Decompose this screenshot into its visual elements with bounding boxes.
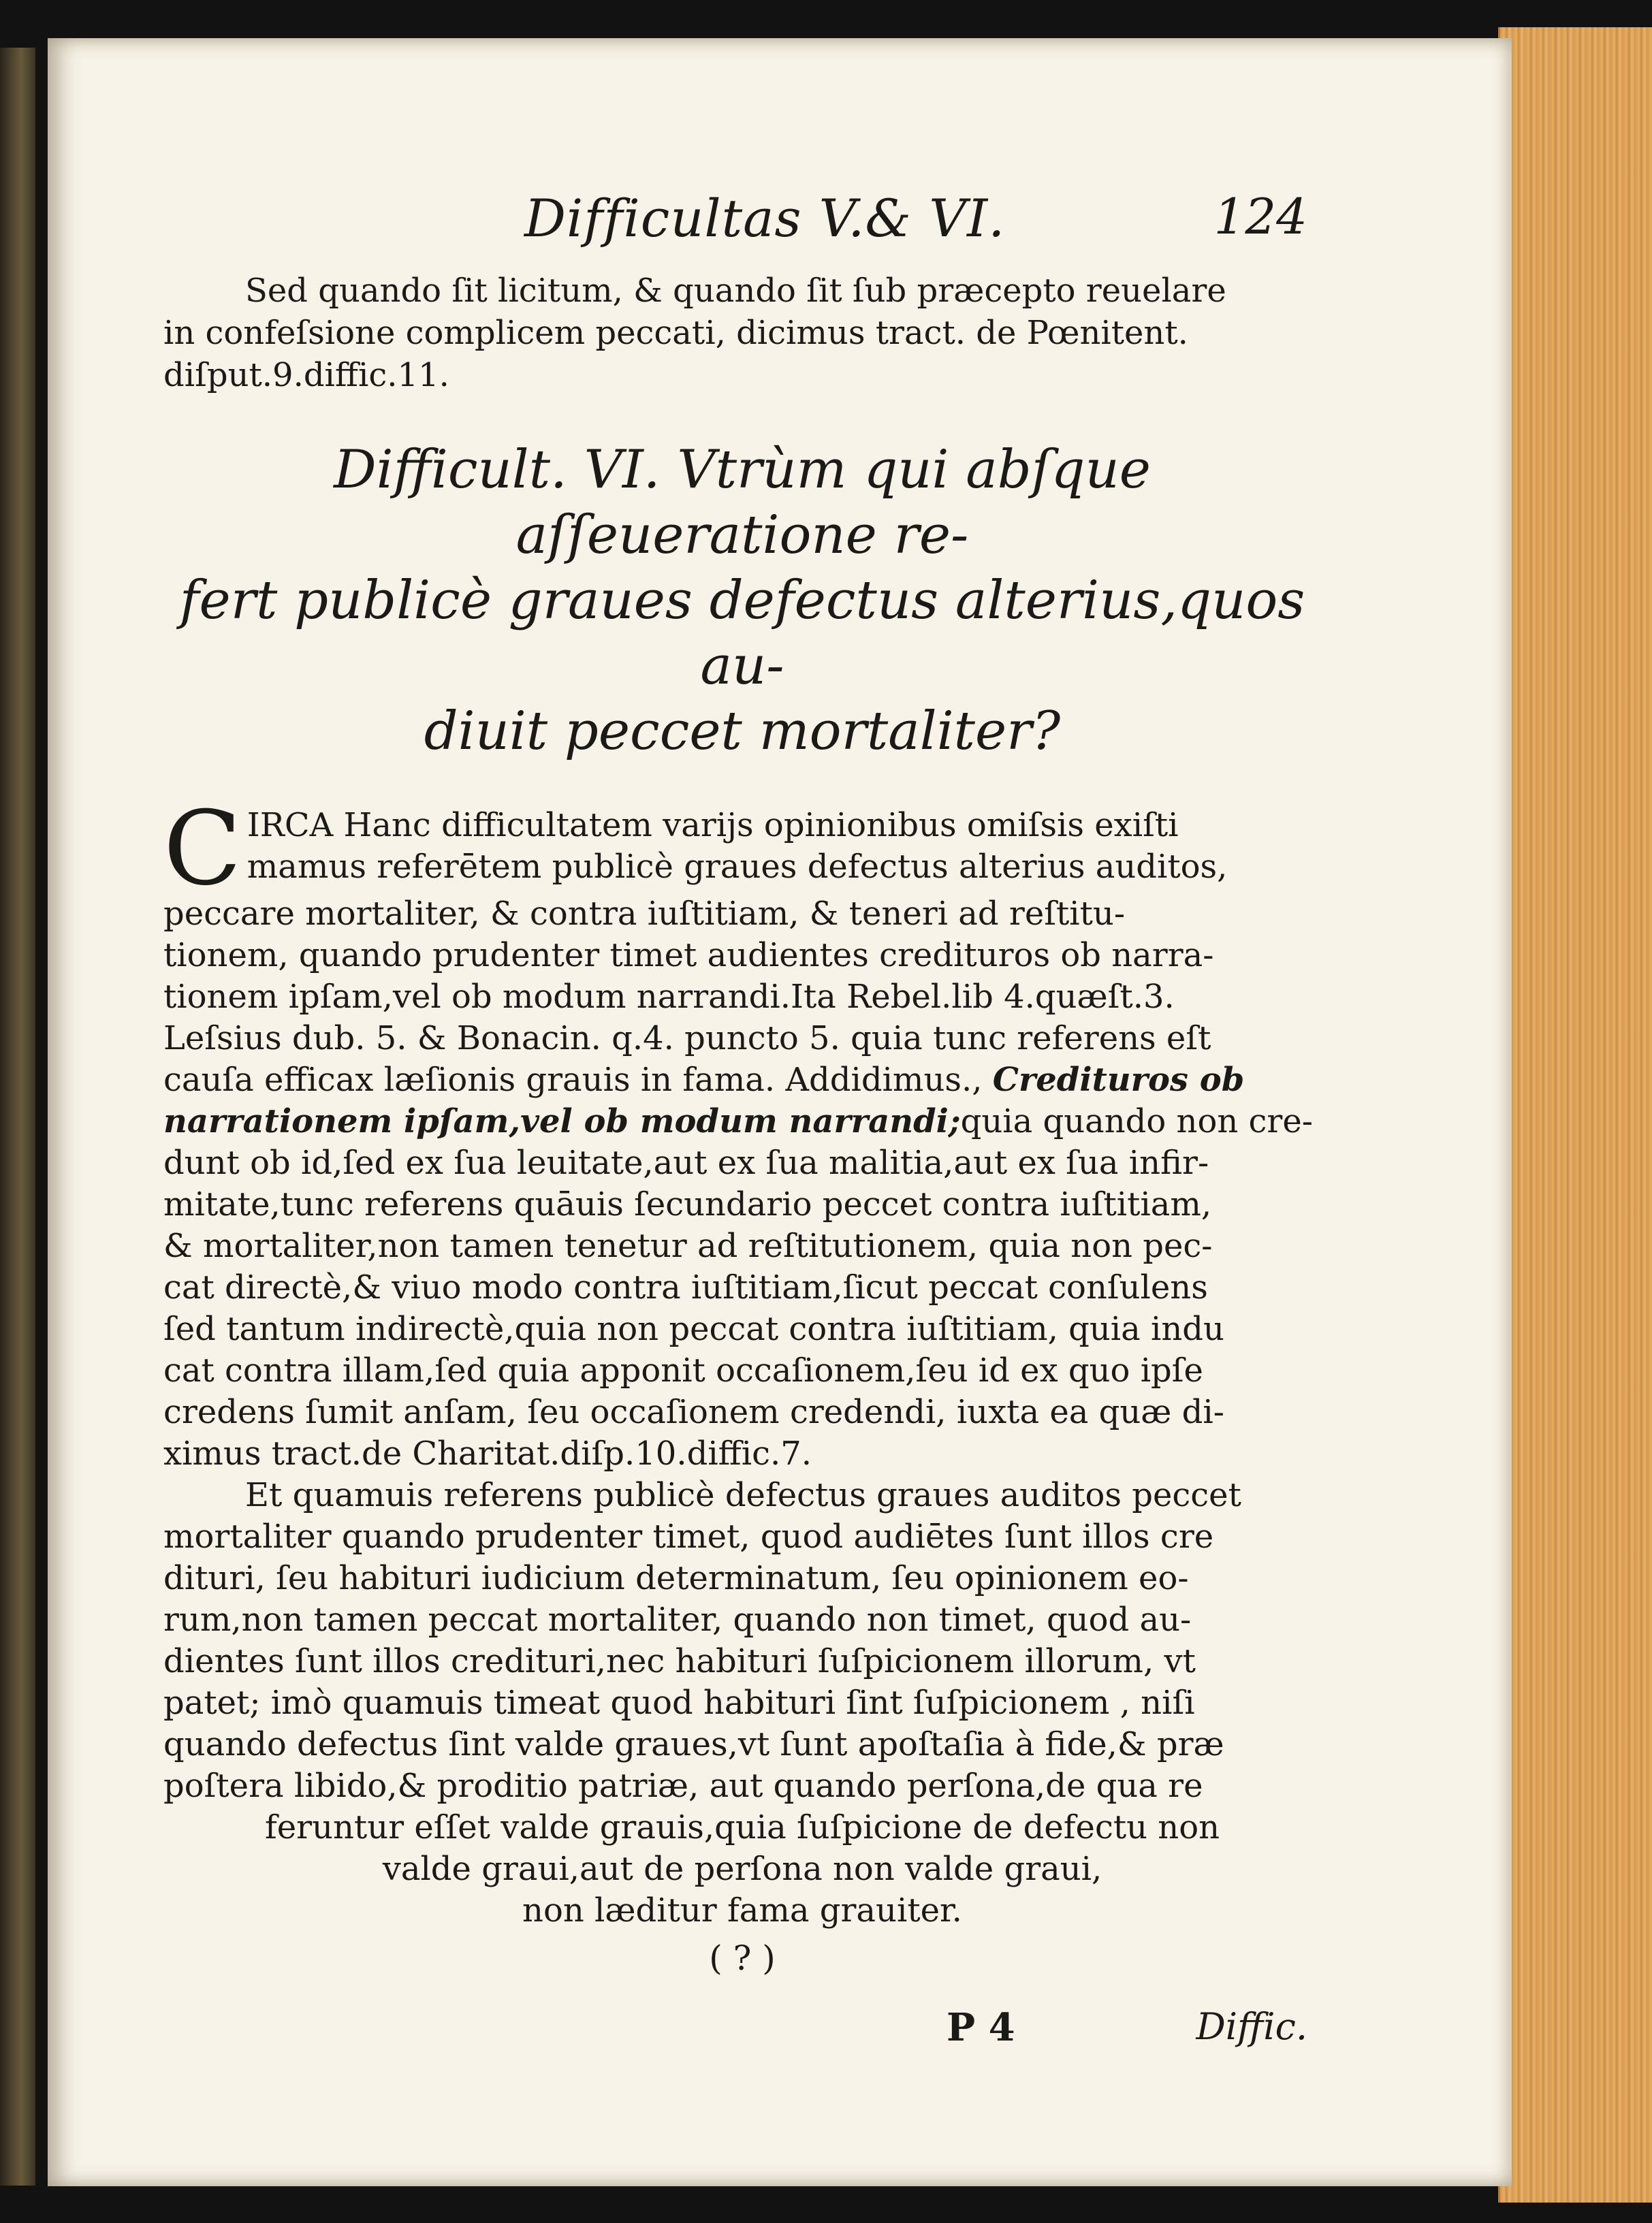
text-line: dituri, ſeu habituri iudicium determinatum, ſeu opinionem eo- <box>163 1559 1189 1597</box>
text-line: cat directè,& viuo modo contra iuſtitiam,ſicut peccat conſulens <box>163 1268 1208 1307</box>
text-line: credens ſumit anſam, ſeu occaſionem credendi, iuxta ea quæ di- <box>163 1393 1224 1431</box>
section-heading <box>163 437 1321 764</box>
text-line: tionem ipſam,vel ob modum narrandi.Ita Rebel.lib 4.quæſt.3. <box>163 978 1175 1016</box>
footer-line <box>163 2005 1321 2066</box>
text-line-mixed <box>163 1059 1321 1101</box>
first-paragraph <box>163 790 1321 1475</box>
text-line: mamus referētem publicè graues defectus alterius auditos, <box>247 848 1228 886</box>
text-line: poſtera libido,& proditio patriæ, aut quando perſona,de qua re <box>163 1767 1203 1805</box>
text-line: ximus tract.de Charitat.diſp.10.diffic.7. <box>163 1435 812 1473</box>
text-line-tapered: feruntur eſſet valde grauis,quia ſuſpicione de defectu non <box>264 1808 1220 1846</box>
text-line: rum,non tamen peccat mortaliter, quando non timet, quod au- <box>163 1601 1192 1639</box>
book-fore-edge <box>1498 27 1652 2203</box>
heading-line: diuit peccet mortaliter? <box>424 701 1061 762</box>
text-line: Et quamuis referens publicè defectus graues auditos peccet <box>245 1476 1241 1514</box>
text-line: mitate,tunc referens quāuis ſecundario peccet contra iuſtitiam, <box>163 1185 1212 1224</box>
text-line: & mortaliter,non tamen tenetur ad reſtitutionem, quia non pec- <box>163 1227 1213 1265</box>
tailpiece-mark: ( ? ) <box>709 1938 776 1978</box>
text-line-tapered: valde graui,aut de perſona non valde graui, <box>382 1850 1102 1888</box>
text-line: cat contra illam,ſed quia apponit occaſionem,ſeu id ex quo ipſe <box>163 1352 1203 1390</box>
intro-paragraph <box>163 270 1321 396</box>
text-run: quia quando non cre- <box>960 1102 1313 1140</box>
text-line: patet; imò quamuis timeat quod habituri ſint ſuſpicionem , niſi <box>163 1684 1195 1722</box>
text-line-tapered: non læditur fama grauiter. <box>522 1891 962 1930</box>
drop-cap: C <box>163 790 242 908</box>
facing-page-edge <box>0 48 35 2186</box>
signature-mark: P 4 <box>947 2005 1015 2050</box>
text-line: peccare mortaliter, & contra iuſtitiam, & teneri ad reſtitu- <box>163 895 1126 933</box>
text-line: tionem, quando prudenter timet audientes credituros ob narra- <box>163 936 1214 974</box>
text-line-mixed <box>163 1101 1321 1142</box>
catchword: Diffic. <box>1196 2005 1307 2048</box>
running-title: Difficultas V.& VI. <box>524 188 1006 249</box>
text-line: Sed quando ſit licitum, & quando ſit ſub præcepto reuelare <box>245 272 1226 310</box>
second-paragraph <box>163 1475 1321 1932</box>
heading-line: Difficult. VI. Vtrùm qui abſque aſſeueratione re- <box>334 439 1151 566</box>
page-number: 124 <box>1213 188 1307 245</box>
text-line: mortaliter quando prudenter timet, quod audiētes ſunt illos cre <box>163 1518 1214 1556</box>
text-line: diſput.9.diffic.11. <box>163 356 449 394</box>
text-line: ſed tantum indirectè,quia non peccat contra iuſtitiam, quia indu <box>163 1310 1224 1348</box>
text-run: cauſa efficax læſionis grauis in fama. Addidimus., <box>163 1061 993 1099</box>
text-block <box>163 188 1321 2066</box>
text-line: Leſsius dub. 5. & Bonacin. q.4. puncto 5. quia tunc referens eſt <box>163 1019 1211 1057</box>
italic-phrase: Credituros ob <box>992 1061 1245 1099</box>
text-line: dunt ob id,ſed ex ſua leuitate,aut ex ſua malitia,aut ex ſua infir- <box>163 1144 1209 1182</box>
text-line: in confeſsione complicem peccati, dicimus tract. de Pœnitent. <box>163 314 1188 352</box>
page-leaf <box>48 38 1512 2186</box>
text-line: dientes ſunt illos credituri,nec habituri ſuſpicionem illorum, vt <box>163 1642 1196 1680</box>
italic-phrase: narrationem ipſam,vel ob modum narrandi; <box>163 1102 961 1140</box>
text-line: quando defectus ſint valde graues,vt ſunt apoſtaſia à fide,& præ <box>163 1725 1224 1763</box>
text-line: IRCA Hanc difficultatem varijs opinionibus omiſsis exiſti <box>247 806 1179 844</box>
running-head <box>163 188 1321 270</box>
heading-line: fert publicè graues defectus alterius,quos au- <box>179 570 1305 697</box>
